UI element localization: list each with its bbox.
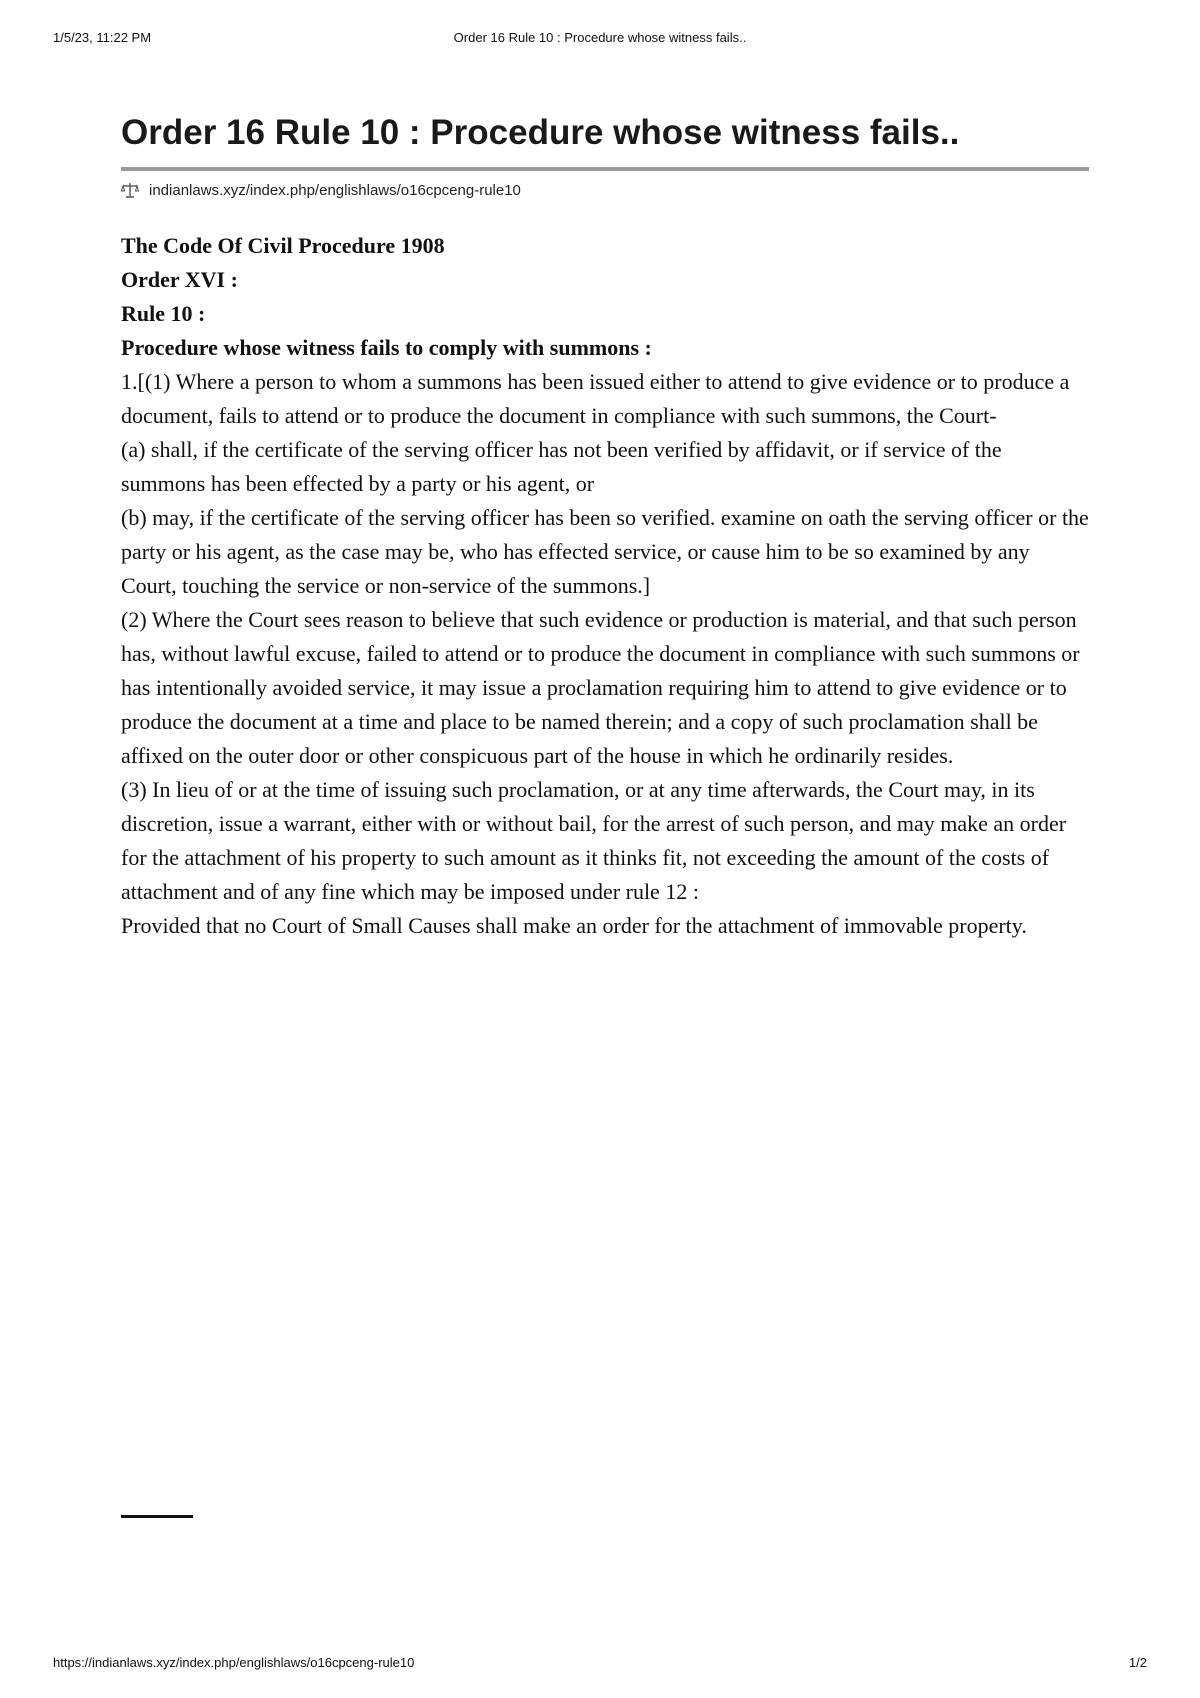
footnote-divider	[121, 1515, 193, 1518]
heading-rule: Rule 10 :	[121, 301, 206, 326]
print-footer-url: https://indianlaws.xyz/index.php/englishlaws/o16cpceng-rule10	[53, 1655, 415, 1670]
article-title: Order 16 Rule 10 : Procedure whose witness fails..	[121, 113, 960, 152]
heading-block	[121, 229, 1089, 365]
source-link[interactable]	[121, 181, 1089, 199]
paragraph-1b: (b) may, if the certificate of the serving officer has been so verified. examine on oath the serving officer or the party or his agent, as the case may be, who has effected service, or cause him to be so examined by any Court, touching the service or non-service of the summons.]	[121, 505, 1089, 598]
print-footer	[53, 1655, 1147, 1675]
paragraph-1: 1.[(1) Where a person to whom a summons has been issued either to attend to give evidence or to produce a document, fails to attend or to produce the document in compliance with such summons, the Court-	[121, 369, 1070, 428]
heading-act: The Code Of Civil Procedure 1908	[121, 233, 445, 258]
title-divider	[121, 167, 1089, 171]
source-url[interactable]: indianlaws.xyz/index.php/englishlaws/o16cpceng-rule10	[149, 181, 521, 199]
page-number: 1/2	[1128, 1655, 1147, 1670]
print-page-title: Order 16 Rule 10 : Procedure whose witness fails..	[453, 30, 747, 45]
scales-of-justice-icon	[121, 181, 139, 199]
print-datetime: 1/5/23, 11:22 PM	[53, 30, 152, 45]
heading-order: Order XVI :	[121, 267, 238, 292]
paragraph-proviso: Provided that no Court of Small Causes shall make an order for the attachment of immovable property.	[121, 913, 1027, 938]
paragraph-2: (2) Where the Court sees reason to believe that such evidence or production is material, and that such person has, without lawful excuse, failed to attend or to produce the document in compliance with such summons or has intentionally avoided service, it may issue a proclamation requiring him to attend to give evidence or to produce the document at a time and place to be named therein; and a copy of such proclamation shall be affixed on the outer door or other conspicuous part of the house in which he ordinarily resides.	[121, 607, 1080, 768]
paragraph-1a: (a) shall, if the certificate of the serving officer has not been verified by affidavit, or if service of the summons has been effected by a party or his agent, or	[121, 437, 1002, 496]
print-header	[53, 30, 1147, 50]
article	[121, 110, 1089, 943]
heading-subject: Procedure whose witness fails to comply with summons :	[121, 335, 652, 360]
paragraph-3: (3) In lieu of or at the time of issuing such proclamation, or at any time afterwards, the Court may, in its discretion, issue a warrant, either with or without bail, for the arrest of such person, and may make an order for the attachment of his property to such amount as it thinks fit, not exceeding the amount of the costs of attachment and of any fine which may be imposed under rule 12 :	[121, 777, 1067, 904]
